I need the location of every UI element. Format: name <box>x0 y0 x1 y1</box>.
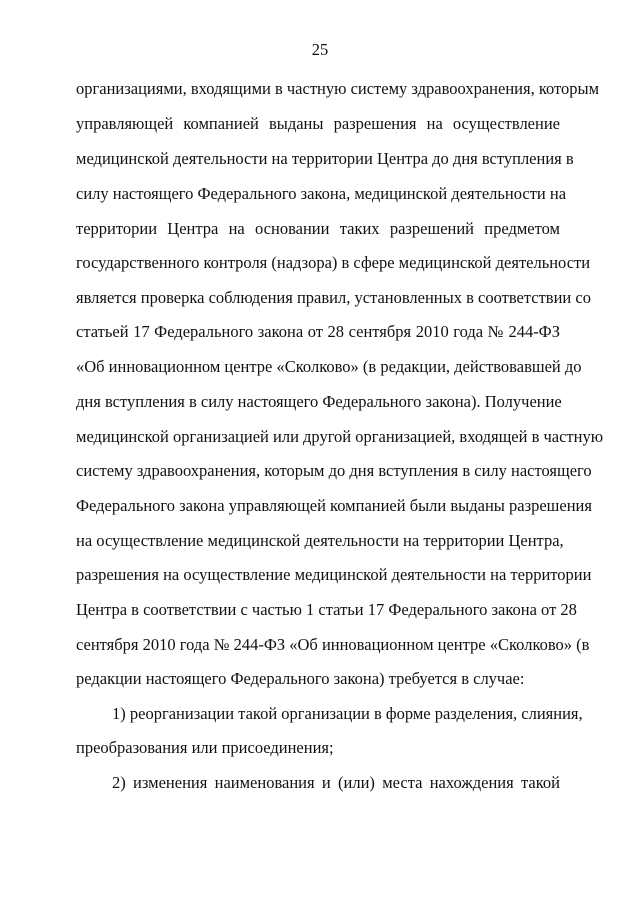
text-line: «Об инновационном центре «Сколково» (в редакции, действовавшей до <box>76 357 582 376</box>
text-line: является проверка соблюдения правил, установленных в соответствии со <box>76 288 591 307</box>
text-line: на осуществление медицинской деятельности на территории Центра, <box>76 531 564 550</box>
text-line: управляющей компанией выданы разрешения на осуществление <box>76 114 560 133</box>
text-line: преобразования или присоединения; <box>76 738 334 757</box>
text-line: силу настоящего Федерального закона, медицинской деятельности на <box>76 184 567 203</box>
text-line: дня вступления в силу настоящего Федерального закона). Получение <box>76 392 562 411</box>
text-line: разрешения на осуществление медицинской деятельности на территории <box>76 565 592 584</box>
text-line: систему здравоохранения, которым до дня вступления в силу настоящего <box>76 461 592 480</box>
text-line: территории Центра на основании таких разрешений предметом <box>76 219 560 238</box>
list-item: 2) изменения наименования и (или) места нахождения такой <box>112 773 560 792</box>
text-line: медицинской деятельности на территории Центра до дня вступления в <box>76 149 574 168</box>
text-line: государственного контроля (надзора) в сфере медицинской деятельности <box>76 253 591 272</box>
text-line: Центра в соответствии с частью 1 статьи 17 Федерального закона от 28 <box>76 600 577 619</box>
text-line: статьей 17 Федерального закона от 28 сентября 2010 года № 244-ФЗ <box>76 322 560 341</box>
text-line: медицинской организацией или другой организацией, входящей в частную <box>76 427 604 446</box>
list-item: 1) реорганизации такой организации в форме разделения, слияния, <box>112 704 583 723</box>
page-number: 25 <box>311 40 329 59</box>
text-line: редакции настоящего Федерального закона) требуется в случае: <box>76 669 525 688</box>
text-line: Федерального закона управляющей компанией были выданы разрешения <box>76 496 592 515</box>
text-line: сентября 2010 года № 244-ФЗ «Об инновационном центре «Сколково» (в <box>76 635 590 654</box>
text-line: организациями, входящими в частную систему здравоохранения, которым <box>76 79 600 98</box>
